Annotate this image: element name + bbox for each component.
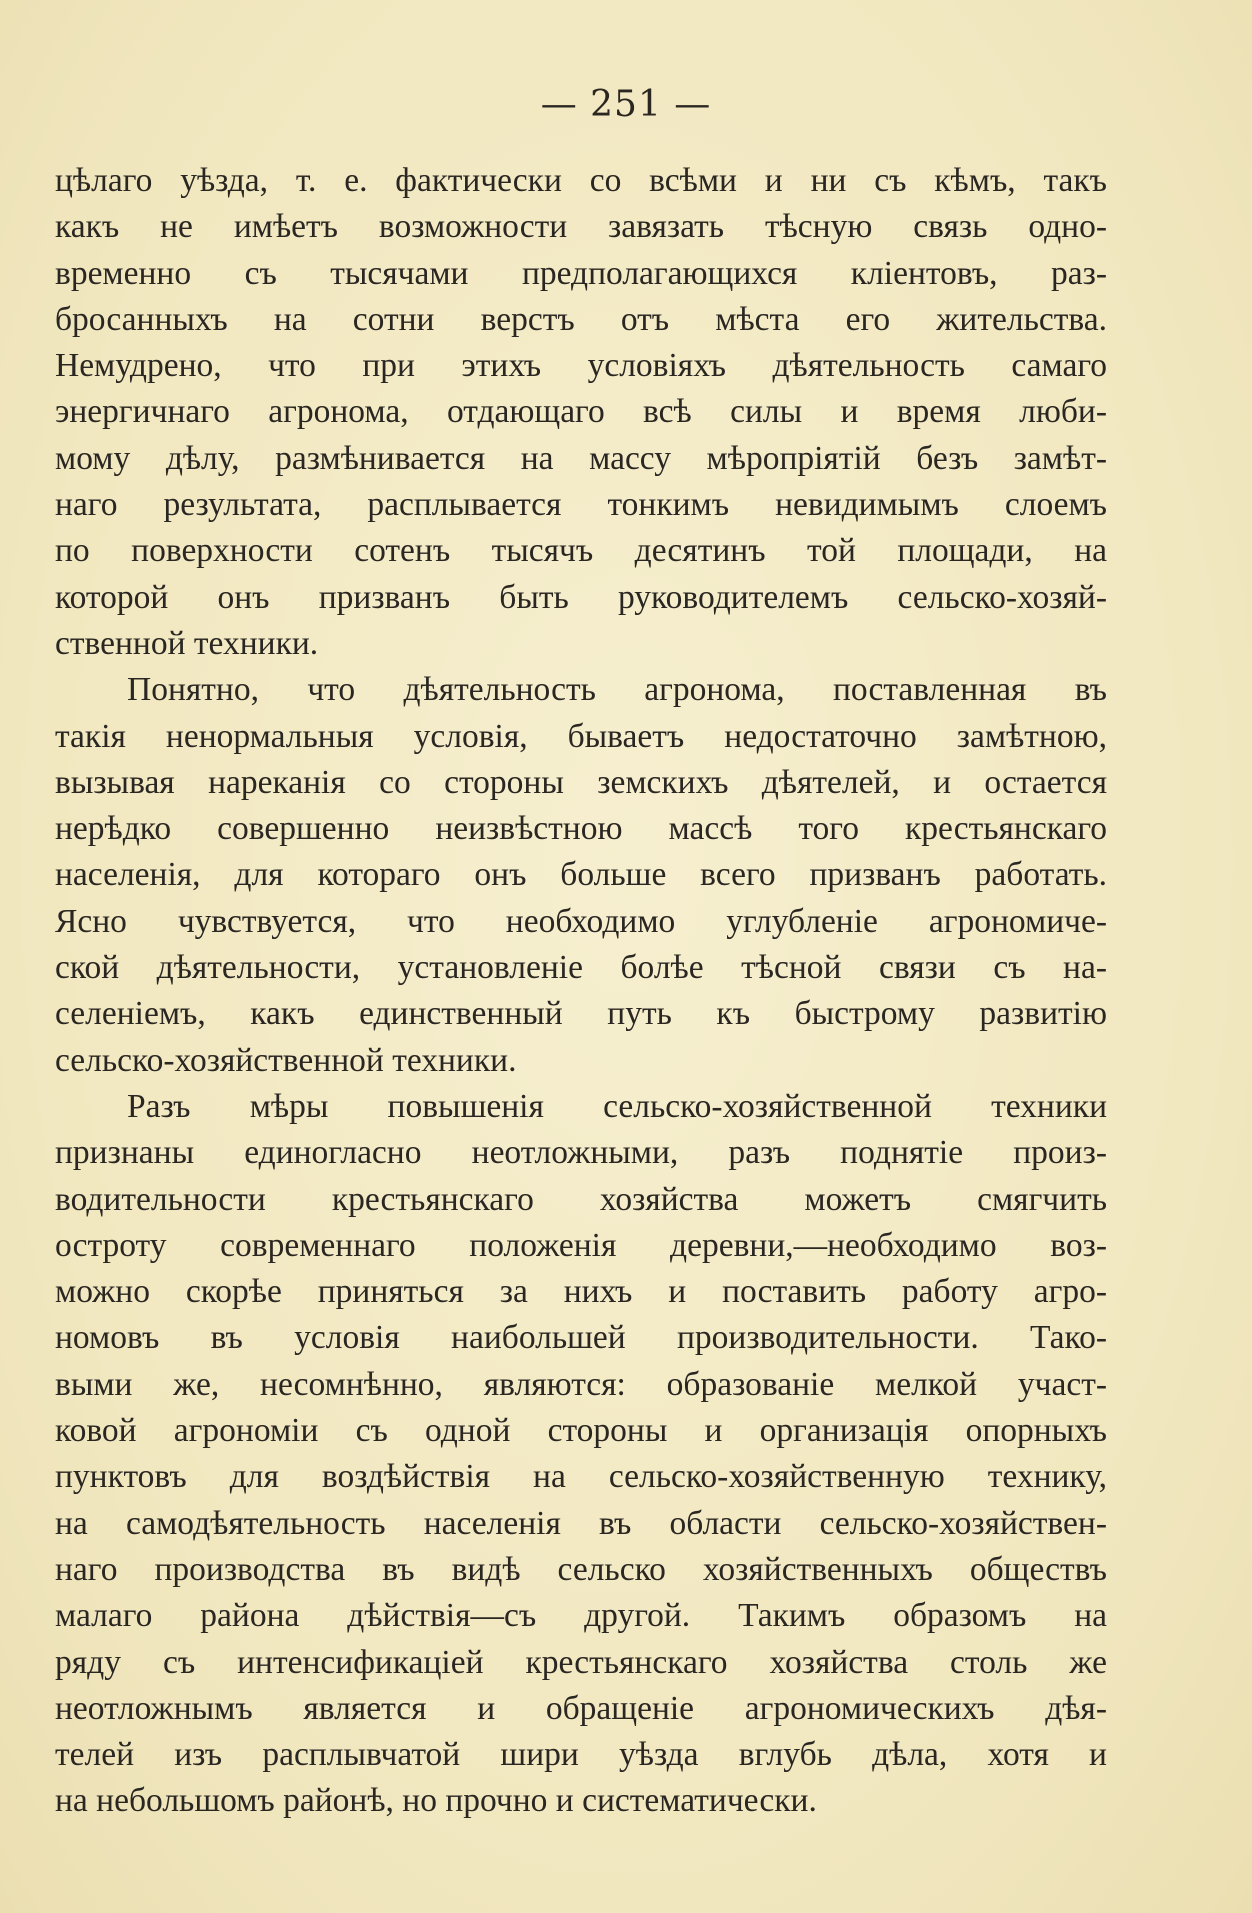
text-line: ковой агрономіи съ одной стороны и организація опорныхъ — [55, 1412, 1107, 1450]
text-line: признаны единогласно неотложными, разъ поднятіе произ- — [55, 1134, 1107, 1172]
text-line: на самодѣятельность населенія въ области сельско-хозяйствен- — [55, 1504, 1107, 1542]
text-line: неотложнымъ является и обращеніе агрономическихъ дѣя- — [55, 1689, 1107, 1727]
text-line: вызывая нареканія со стороны земскихъ дѣятелей, и остается — [55, 763, 1107, 801]
text-line: наго результата, расплывается тонкимъ невидимымъ слоемъ — [55, 486, 1107, 524]
text-line: можно скорѣе приняться за нихъ и поставить работу агро- — [55, 1273, 1107, 1311]
text-line: энергичнаго агронома, отдающаго всѣ силы и время люби- — [55, 393, 1107, 431]
text-line: Понятно, что дѣятельность агронома, поставленная въ — [127, 671, 1107, 709]
paragraph-1 — [55, 158, 1107, 667]
text-line: ственной техники. — [55, 624, 319, 662]
text-line: бросанныхъ на сотни верстъ отъ мѣста его жительства. — [55, 300, 1107, 338]
text-line: ской дѣятельности, установленіе болѣе тѣсной связи съ на- — [55, 949, 1107, 987]
text-line: селеніемъ, какъ единственный путь къ быстрому развитію — [55, 995, 1107, 1033]
text-line: наго производства въ видѣ сельско хозяйственныхъ обществъ — [55, 1550, 1107, 1588]
text-line: ряду съ интенсификаціей крестьянскаго хозяйства столь же — [55, 1643, 1107, 1681]
text-line: Разъ мѣры повышенія сельско-хозяйственной техники — [127, 1087, 1107, 1125]
text-line: на небольшомъ районѣ, но прочно и систематически. — [55, 1782, 817, 1820]
text-line: какъ не имѣетъ возможности завязать тѣсную связь одно- — [55, 208, 1107, 246]
paragraph-3 — [55, 1084, 1107, 1825]
paragraph-2 — [55, 667, 1107, 1084]
text-line: выми же, несомнѣнно, являются: образованіе мелкой участ- — [55, 1365, 1107, 1403]
text-line: сельско-хозяйственной техники. — [55, 1041, 517, 1079]
body-text — [55, 158, 1107, 1825]
text-line: телей изъ расплывчатой шири уѣзда вглубь дѣла, хотя и — [55, 1736, 1107, 1774]
text-line: Ясно чувствуется, что необходимо углубленіе агрономиче- — [55, 902, 1107, 940]
text-line: номовъ въ условія наибольшей производительности. Тако- — [55, 1319, 1107, 1357]
text-line: населенія, для котораго онъ больше всего призванъ работать. — [55, 856, 1107, 894]
text-line: малаго района дѣйствія—съ другой. Такимъ образомъ на — [55, 1597, 1107, 1635]
text-line: временно съ тысячами предполагающихся кліентовъ, раз- — [55, 254, 1107, 292]
text-line: Немудрено, что при этихъ условіяхъ дѣятельность самаго — [55, 347, 1107, 385]
text-line: пунктовъ для воздѣйствія на сельско-хозяйственную технику, — [55, 1458, 1107, 1496]
text-line: нерѣдко совершенно неизвѣстною массѣ того крестьянскаго — [55, 810, 1107, 848]
text-line: мому дѣлу, размѣнивается на массу мѣропріятій безъ замѣт- — [55, 439, 1107, 477]
text-line: по поверхности сотенъ тысячъ десятинъ той площади, на — [55, 532, 1107, 570]
text-line: цѣлаго уѣзда, т. е. фактически со всѣми и ни съ кѣмъ, такъ — [55, 162, 1107, 199]
page-number: — 251 — — [540, 84, 712, 125]
text-line: такія ненормальныя условія, бываетъ недостаточно замѣтною, — [55, 717, 1107, 755]
text-line: водительности крестьянскаго хозяйства можетъ смягчить — [55, 1180, 1107, 1218]
text-line: которой онъ призванъ быть руководителемъ сельско-хозяй- — [55, 578, 1107, 616]
text-line: остроту современнаго положенія деревни,—необходимо воз- — [55, 1226, 1107, 1264]
